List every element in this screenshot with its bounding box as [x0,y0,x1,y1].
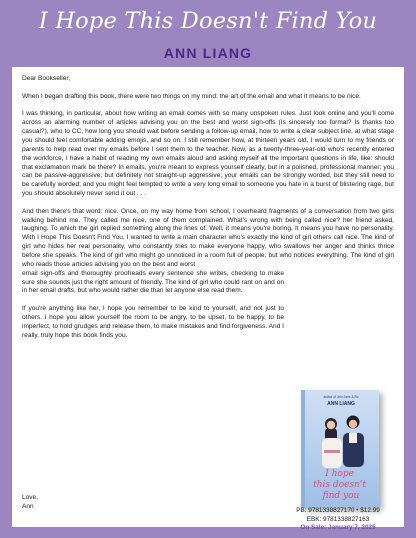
book-title: I Hope This Doesn't Find You [38,8,378,34]
on-sale-date: On Sale: January 7, 2025 [300,524,376,532]
paragraph-closing-hope: If you're anything like her, I hope you remember to be kind to yourself, and not just to others. I hope you allow yourself the room to be angry, to be upset, to be happy, to be imperfect, to hold grudges and release them, to make mistakes and find forgiveness. And I really, truly hope this book finds you. [22,305,284,339]
cover-author: ANN LIANG [327,401,355,407]
book-cover-image [301,390,379,508]
salutation: Dear Bookseller, [22,75,71,82]
paragraph-intro: When I began drafting this book, there were two things on my mind: the art of the email and what it means to be nice. [22,92,361,100]
paragraph-nice: And then there's that word: nice. Once, on my way home from school, I overheard fragments of a conversation from two girls walking behind me. They called me nice, one of them complained. What's wrong with being called nice? her friend asked, laughing. To which the girl replied something along the lines of: Well, it means you're boring. It means you have no personality. With I Hope This Doesn't Find You, I wanted to write a main character who's exactly the kind of girl others call nice. The kind of girl who hides her real personality, who constantly tries to make everyone happy, who swallows her anger and thinks thrice before she speaks. The kind of girl who might go unnoticed in a room full of people, but who notices everything. The kind of girl who reads those articles advising you on the best and worst [22,207,394,268]
paperback-info: PB: 9781338827170 • $12.99 [296,507,380,514]
letter-header [0,0,416,66]
paragraph-nice-continued: email sign-offs and thoroughly proofreads every sentence she writes, checking to make sure she sounds just the right amount of friendly. The kind of girl who could rant on and on in her email drafts, but who would rather die than let anyone else read them. [22,269,284,295]
book-details [274,507,402,533]
cover-title-line-3: find you [322,491,360,501]
cover-tagline: author of Join Jane & Ro [323,395,359,399]
letter-panel [12,67,404,532]
author-name: ANN LIANG [163,45,253,61]
cover-title-line-2: this doesn't [313,480,366,490]
signature: Ann [22,502,34,510]
paragraph-email: I was thinking, in particular, about how writing an email comes with so many unspoken rules. Just look online and you'll come across an alarming number of articles advising you on the best and worst sign-offs (Is sincerely too formal? Is thanks too casual?), who to CC, how long you should wait before sending a follow-up email, how to write a clear subject line, at what stage you should feel comfortable adding emojis, and so on. I still remember how, at thirteen years old, I would turn to my friends or parents to help read over my emails before I sent them to the teacher. Now, as a twenty-three-year-old who's recently entered the workforce, I have a habit of reading my own emails aloud and asking myself all the important questions in life, like: should that exclamation mark be there? In emails, you're meant to express yourself clearly, but in a polished, professional manner; you can be passive-aggressive, but definitely not straight-up aggressive; your emails can be strongly worded, but they still need to be carefully worded; and you might feel tempted to write a very long email to someone you hate in a burst of blistering rage, but you should absolutely never send it out . . . [22,110,394,198]
letter-closing [22,494,38,512]
cover-title-line-1: I hope [325,469,354,479]
closing-word: Love, [22,494,39,501]
ebook-info: EBK: 9781338827163 [306,515,370,523]
